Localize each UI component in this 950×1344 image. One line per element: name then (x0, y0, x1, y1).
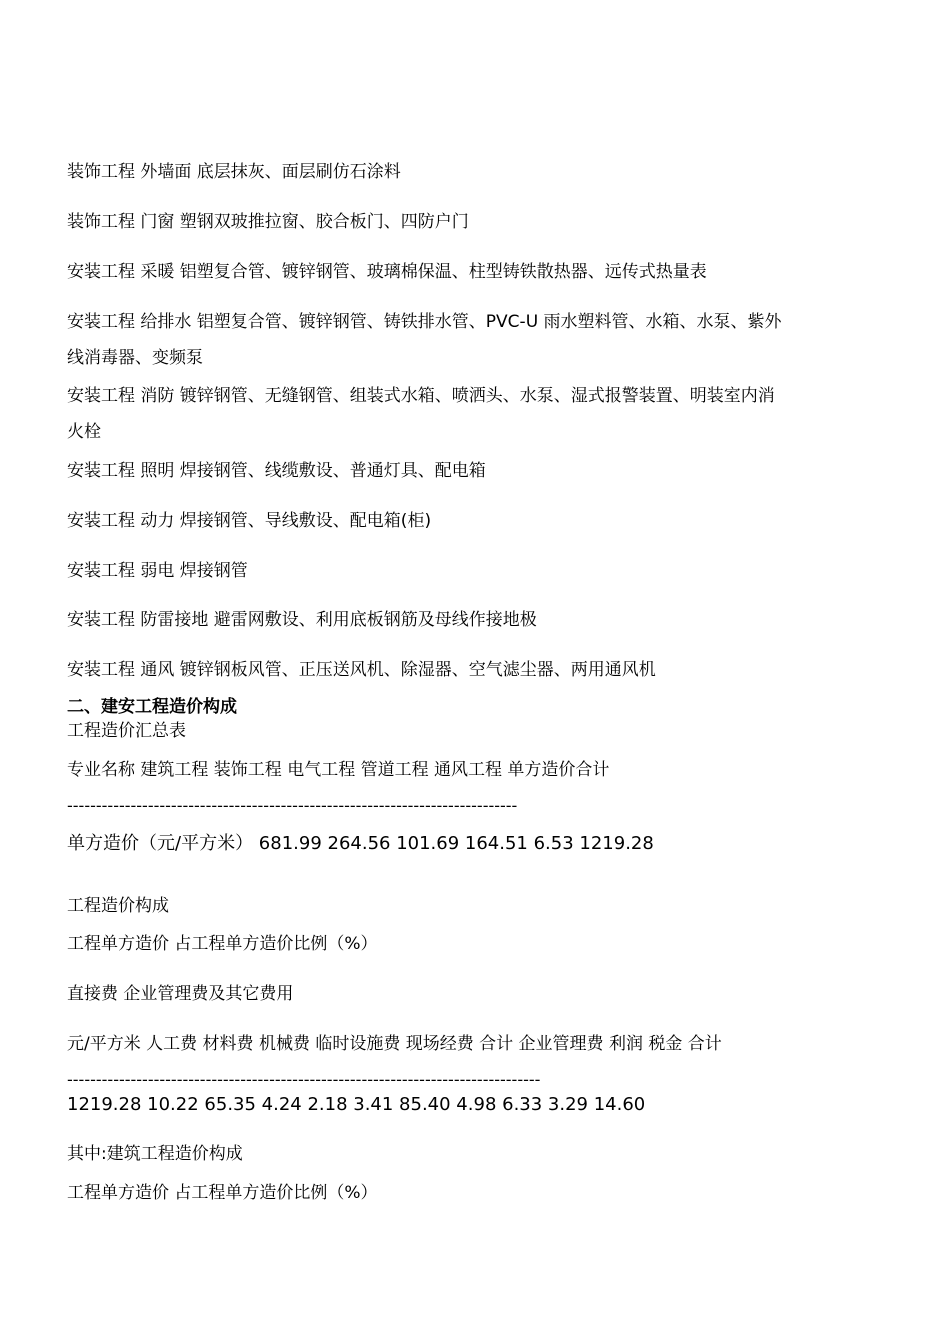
text-line-install-lighting: 安装工程 照明 焊接钢管、线缆敷设、普通灯具、配电箱 (67, 461, 486, 481)
table-subheader-ratio-2: 工程单方造价 占工程单方造价比例（%） (67, 1183, 378, 1203)
table-subheader-ratio: 工程单方造价 占工程单方造价比例（%） (67, 934, 378, 954)
text-line-install-weak-current: 安装工程 弱电 焊接钢管 (67, 561, 248, 581)
table-header-columns: 元/平方米 人工费 材料费 机械费 临时设施费 现场经费 合计 企业管理费 利润 税金 合计 (67, 1034, 722, 1054)
table-row-unit-cost: 单方造价（元/平方米） 681.99 264.56 101.69 164.51 6.53 1219.28 (67, 833, 654, 854)
text-line-install-water-supply-cont: 线消毒器、变频泵 (67, 348, 203, 368)
table-divider: ------------------------------------------------------------------------------ (67, 796, 518, 815)
table-header-row: 专业名称 建筑工程 装饰工程 电气工程 管道工程 通风工程 单方造价合计 (67, 760, 610, 780)
table-row-values: 1219.28 10.22 65.35 4.24 2.18 3.41 85.40 4.98 6.33 3.29 14.60 (67, 1094, 646, 1115)
table-title-cost-summary: 工程造价汇总表 (67, 721, 186, 741)
text-line-install-heating: 安装工程 采暖 铝塑复合管、镀锌钢管、玻璃棉保温、柱型铸铁散热器、远传式热量表 (67, 262, 707, 282)
text-line-install-fire-cont: 火栓 (67, 422, 101, 442)
table-title-cost-composition: 工程造价构成 (67, 896, 169, 916)
text-line-install-water-supply: 安装工程 给排水 铝塑复合管、镀锌钢管、铸铁排水管、PVC-U 雨水塑料管、水箱、水泵、紫外 (67, 312, 782, 332)
text-line-install-power: 安装工程 动力 焊接钢管、导线敷设、配电箱(柜) (67, 511, 432, 531)
section-heading: 二、建安工程造价构成 (67, 697, 237, 717)
text-line-install-fire: 安装工程 消防 镀锌钢管、无缝钢管、组装式水箱、喷洒头、水泵、湿式报警装置、明装室内消 (67, 386, 775, 406)
text-line-decoration-doors-windows: 装饰工程 门窗 塑钢双玻推拉窗、胶合板门、四防户门 (67, 212, 469, 232)
table-subheader-groups: 直接费 企业管理费及其它费用 (67, 984, 294, 1004)
table-divider-2: ---------------------------------------------------------------------------------- (67, 1070, 541, 1089)
text-line-install-lightning: 安装工程 防雷接地 避雷网敷设、利用底板钢筋及母线作接地极 (67, 610, 537, 630)
text-line-decoration-exterior-wall: 装饰工程 外墙面 底层抹灰、面层刷仿石涂料 (67, 162, 401, 182)
table-title-building-composition: 其中:建筑工程造价构成 (67, 1144, 243, 1164)
text-line-install-ventilation: 安装工程 通风 镀锌钢板风管、正压送风机、除湿器、空气滤尘器、两用通风机 (67, 660, 656, 680)
